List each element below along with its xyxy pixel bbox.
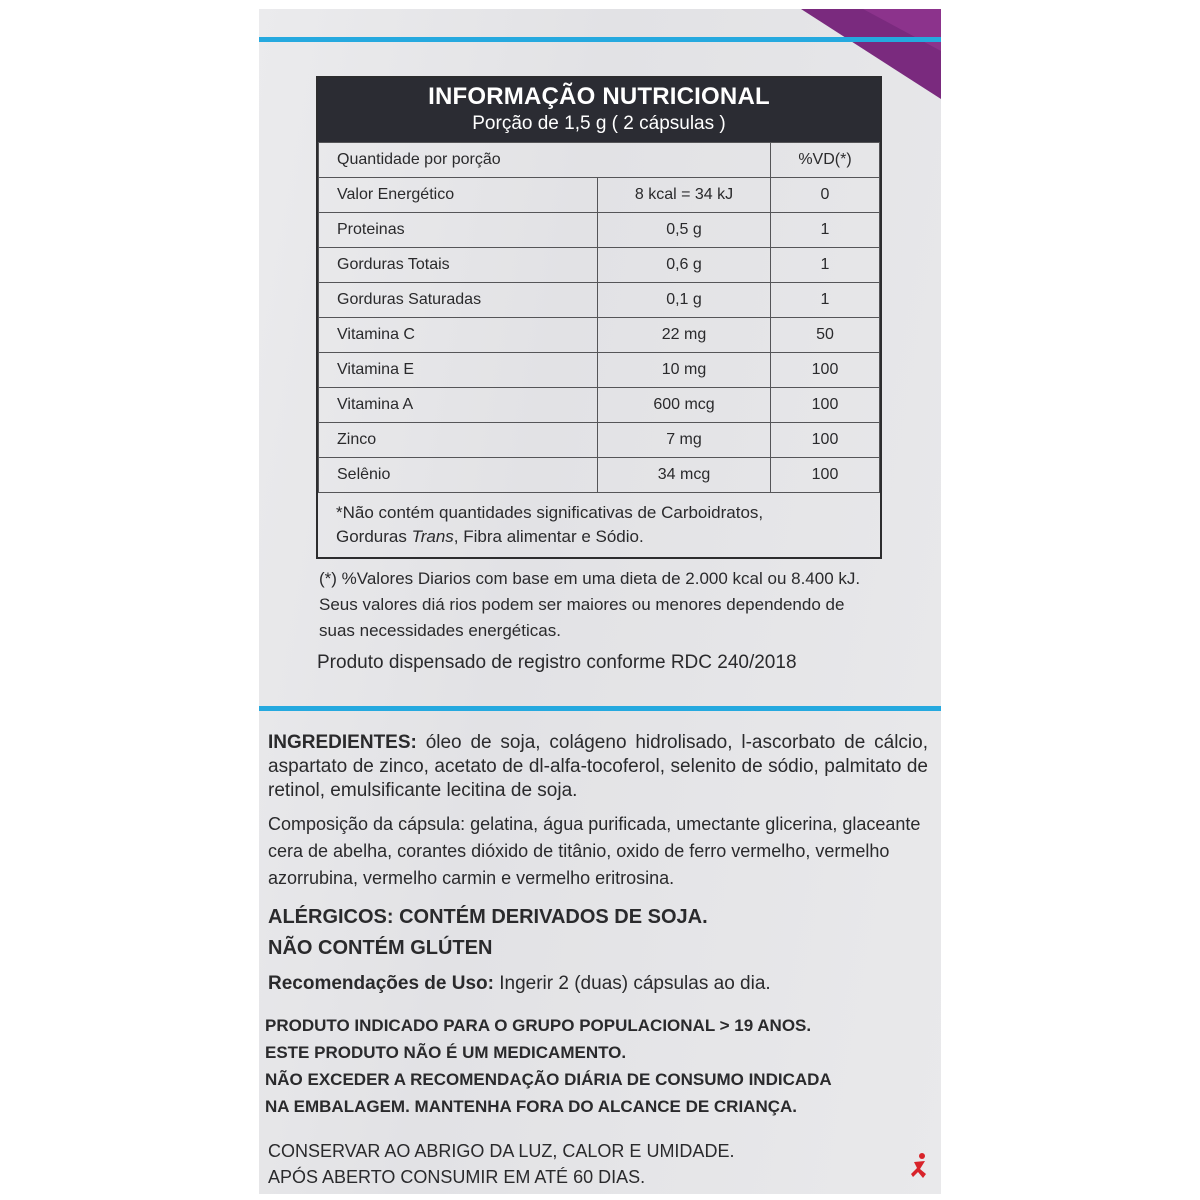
nutrient-name: Zinco [319, 423, 598, 458]
table-row [319, 458, 880, 493]
nutrition-header [318, 78, 880, 142]
nutrient-amount: 10 mg [598, 353, 771, 388]
note-line-1: *Não contém quantidades significativas de Carboidratos, [336, 503, 764, 522]
nutrient-amount: 22 mg [598, 318, 771, 353]
nutrient-amount: 0,1 g [598, 283, 771, 318]
label-panel [259, 9, 941, 1194]
registration-note: Produto dispensado de registro conforme RDC 240/2018 [317, 652, 797, 673]
nutrient-name: Vitamina E [319, 353, 598, 388]
nutrition-grid [318, 142, 880, 493]
nutrient-amount: 8 kcal = 34 kJ [598, 178, 771, 213]
nutrient-amount: 34 mcg [598, 458, 771, 493]
usage-text: Ingerir 2 (duas) cápsulas ao dia. [493, 973, 771, 994]
table-row [319, 318, 880, 353]
table-row [319, 178, 880, 213]
nutrient-name: Gorduras Totais [319, 248, 598, 283]
product-warnings [265, 1012, 935, 1120]
nutrient-name: Vitamina A [319, 388, 598, 423]
nutrient-name: Proteinas [319, 213, 598, 248]
capsule-composition: Composição da cápsula: gelatina, água purificada, umectante glicerina, glaceante cera de abelha, corantes dióxido de titânio, oxido de ferro vermelho, vermelho azorrubina, vermelho carmin e vermelho eritrosina. [268, 814, 921, 888]
nutrient-vd: 100 [771, 353, 880, 388]
table-row [319, 423, 880, 458]
usage-label: Recomendações de Uso: [268, 973, 494, 994]
warning-line: NÃO EXCEDER A RECOMENDAÇÃO DIÁRIA DE CONSUMO INDICADA [265, 1070, 832, 1089]
warning-line: PRODUTO INDICADO PARA O GRUPO POPULACIONAL > 19 ANOS. [265, 1016, 812, 1035]
table-row [319, 248, 880, 283]
nutrient-vd: 50 [771, 318, 880, 353]
portion-size: Porção de 1,5 g ( 2 cápsulas ) [472, 113, 726, 134]
nutrient-name: Gorduras Saturadas [319, 283, 598, 318]
allergen-line-2: NÃO CONTÉM GLÚTEN [268, 937, 493, 959]
nutrition-table [316, 76, 882, 559]
ingredients-text: óleo de soja, colágeno hidrolisado, l-ascorbato de cálcio, aspartato de zinco, acetato de dl-alfa-tocoferol, selenito de sódio, palmitato de retinol, emulsificante lecitina de soja. [268, 732, 928, 801]
ingredients-paragraph [268, 731, 928, 803]
table-row [319, 353, 880, 388]
nutrient-amount: 0,6 g [598, 248, 771, 283]
note-text: Gorduras [336, 527, 412, 546]
nutrient-vd: 0 [771, 178, 880, 213]
nutrient-vd: 1 [771, 248, 880, 283]
usage-recommendation [268, 973, 771, 995]
middle-accent-bar [259, 706, 941, 711]
storage-instructions [268, 1138, 734, 1190]
allergen-warning [268, 902, 708, 964]
nutrient-amount: 7 mg [598, 423, 771, 458]
daily-values-footnote: (*) %Valores Diarios com base em uma dieta de 2.000 kcal ou 8.400 kJ. Seus valores diá rios podem ser maiores ou menores dependendo de suas necessidades energéticas. [319, 569, 861, 640]
warning-line: ESTE PRODUTO NÃO É UM MEDICAMENTO. [265, 1043, 627, 1062]
ingredients-label: INGREDIENTES: [268, 732, 417, 753]
allergen-line-1: ALÉRGICOS: CONTÉM DERIVADOS DE SOJA. [268, 906, 708, 928]
note-text: , Fibra alimentar e Sódio. [453, 527, 644, 546]
table-row [319, 283, 880, 318]
table-row [319, 213, 880, 248]
storage-line: APÓS ABERTO CONSUMIR EM ATÉ 60 DIAS. [268, 1167, 646, 1187]
nutrition-note [318, 493, 880, 557]
nutrient-name: Valor Energético [319, 178, 598, 213]
nutrient-name: Selênio [319, 458, 598, 493]
storage-line: CONSERVAR AO ABRIGO DA LUZ, CALOR E UMIDADE. [268, 1141, 735, 1161]
header-vd: %VD(*) [771, 143, 880, 178]
nutrient-vd: 100 [771, 458, 880, 493]
table-row [319, 388, 880, 423]
nutrient-vd: 1 [771, 283, 880, 318]
brand-figure-icon [909, 1152, 931, 1180]
top-accent-bar [259, 37, 941, 42]
nutrition-title: INFORMAÇÃO NUTRICIONAL [428, 83, 770, 110]
nutrient-name: Vitamina C [319, 318, 598, 353]
note-line-2 [336, 525, 862, 549]
nutrient-vd: 100 [771, 423, 880, 458]
nutrient-vd: 1 [771, 213, 880, 248]
header-quantity: Quantidade por porção [319, 143, 771, 178]
note-italic: Trans [411, 527, 454, 546]
warning-line: NA EMBALAGEM. MANTENHA FORA DO ALCANCE DE CRIANÇA. [265, 1097, 798, 1116]
nutrient-amount: 0,5 g [598, 213, 771, 248]
nutrient-vd: 100 [771, 388, 880, 423]
table-header-row [319, 143, 880, 178]
nutrient-amount: 600 mcg [598, 388, 771, 423]
